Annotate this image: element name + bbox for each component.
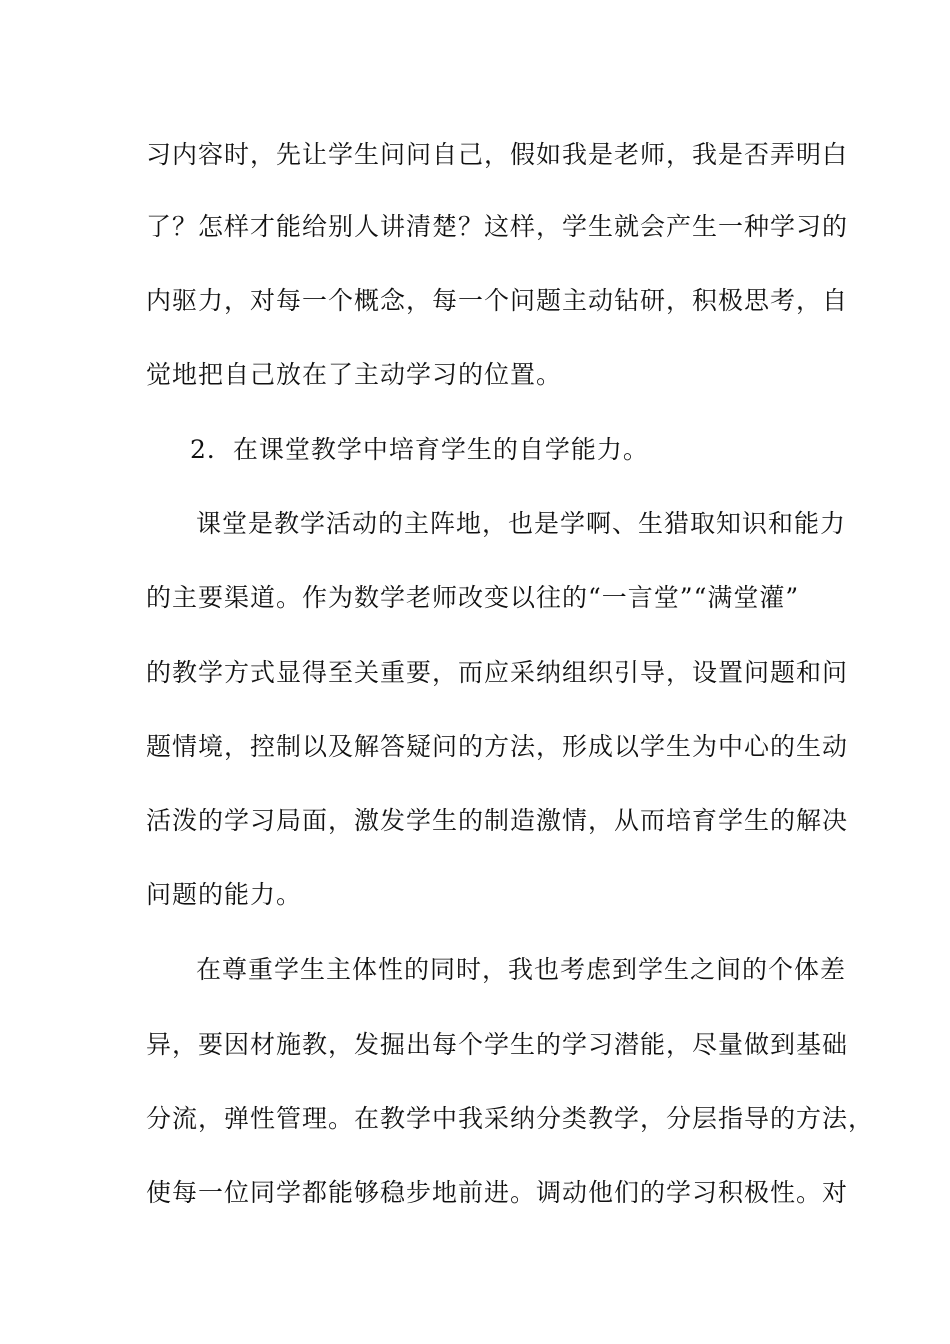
text-line-6: 课堂是教学活动的主阵地，也是学啊、生猎取知识和能力: [196, 509, 847, 538]
text-line-4: 觉地把自己放在了主动学习的位置。: [146, 360, 563, 389]
text-line-13: 异，要因材施教，发掘出每个学生的学习潜能，尽量做到基础: [146, 1030, 849, 1059]
text-line-8: 的教学方式显得至关重要，而应采纳组织引导，设置问题和问: [146, 658, 849, 687]
text-line-9: 题情境，控制以及解答疑问的方法，形成以学生为中心的生动: [146, 732, 849, 761]
text-line-3: 内驱力，对每一个概念，每一个问题主动钻研，积极思考，自: [146, 286, 849, 315]
section-heading: 2．在课堂教学中培育学生的自学能力。: [190, 435, 649, 464]
text-line-11: 问题的能力。: [146, 880, 303, 909]
text-line-10: 活泼的学习局面，激发学生的制造激情，从而培育学生的解决: [146, 806, 849, 835]
text-line-12: 在尊重学生主体性的同时，我也考虑到学生之间的个体差: [196, 955, 847, 984]
text-line-2: 了？怎样才能给别人讲清楚？这样，学生就会产生一种学习的: [146, 212, 849, 241]
text-line-1: 习内容时，先让学生问问自己，假如我是老师，我是否弄明白: [146, 140, 849, 169]
text-line-14: 分流，弹性管理。在教学中我采纳分类教学，分层指导的方法，: [146, 1104, 875, 1133]
text-line-7: 的主要渠道。作为数学老师改变以往的“一言堂”“满堂灌”: [146, 583, 800, 612]
text-line-15: 使每一位同学都能够稳步地前进。调动他们的学习积极性。对: [146, 1178, 849, 1207]
